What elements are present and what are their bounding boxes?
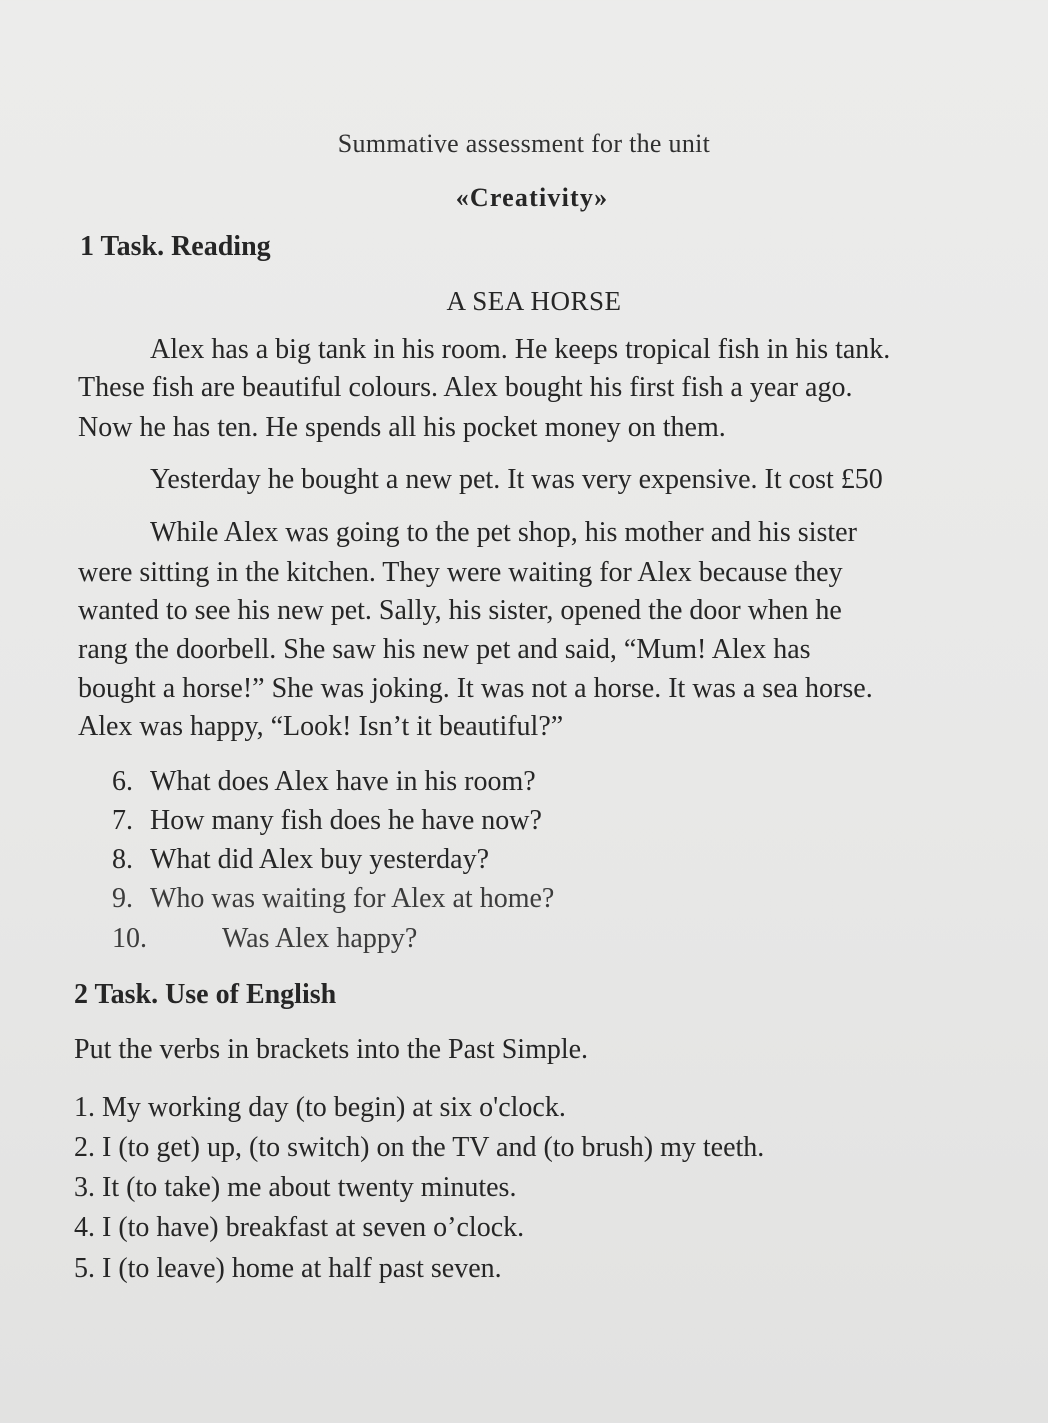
- exercise-item: 5. I (to leave) home at half past seven.: [74, 1253, 502, 1284]
- paragraph3-line1: While Alex was going to the pet shop, his mother and his sister: [150, 517, 857, 548]
- question-text: Who was waiting for Alex at home?: [150, 883, 555, 914]
- task2-instruction: Put the verbs in brackets into the Past Simple.: [74, 1034, 589, 1065]
- question-text: What did Alex buy yesterday?: [150, 844, 490, 875]
- question-number: 6.: [112, 766, 133, 797]
- question-number: 8.: [112, 844, 133, 875]
- paragraph1-line3: Now he has ten. He spends all his pocket money on them.: [78, 412, 726, 443]
- question-item: [112, 843, 489, 877]
- question-item: [112, 922, 417, 956]
- question-item: [112, 882, 554, 916]
- question-number: 7.: [112, 805, 133, 836]
- assessment-subtitle: Summative assessment for the unit: [337, 129, 711, 158]
- task1-heading: 1 Task. Reading: [80, 231, 271, 262]
- question-text: How many fish does he have now?: [150, 805, 542, 836]
- paragraph3-line3: wanted to see his new pet. Sally, his sister, opened the door when he: [78, 595, 842, 626]
- task2-heading: 2 Task. Use of English: [74, 979, 337, 1010]
- paragraph3-line5: bought a horse!” She was joking. It was not a horse. It was a sea horse.: [78, 673, 873, 704]
- exercise-item: 2. I (to get) up, (to switch) on the TV and (to brush) my teeth.: [74, 1132, 765, 1163]
- question-item: [112, 765, 536, 799]
- exercise-item: 4. I (to have) breakfast at seven o’clock.: [74, 1212, 525, 1243]
- question-item: [112, 804, 542, 838]
- paragraph3-line4: rang the doorbell. She saw his new pet and said, “Mum! Alex has: [78, 634, 811, 665]
- story-title: A SEA HORSE: [446, 286, 622, 316]
- question-number: 9.: [112, 883, 133, 914]
- paragraph1-line1: Alex has a big tank in his room. He keeps tropical fish in his tank.: [150, 334, 891, 365]
- unit-title: «Creativity»: [455, 183, 609, 212]
- paragraph3-line6: Alex was happy, “Look! Isn’t it beautiful?”: [78, 711, 564, 742]
- question-text: Was Alex happy?: [222, 923, 418, 954]
- paragraph2-line1: Yesterday he bought a new pet. It was very expensive. It cost £50: [150, 464, 883, 495]
- paragraph1-line2: These fish are beautiful colours. Alex bought his first fish a year ago.: [78, 372, 853, 403]
- paragraph3-line2: were sitting in the kitchen. They were waiting for Alex because they: [78, 557, 843, 588]
- question-number: 10.: [112, 923, 147, 954]
- exercise-item: 3. It (to take) me about twenty minutes.: [74, 1172, 517, 1203]
- question-text: What does Alex have in his room?: [150, 766, 536, 797]
- exercise-item: 1. My working day (to begin) at six o'clock.: [74, 1092, 566, 1123]
